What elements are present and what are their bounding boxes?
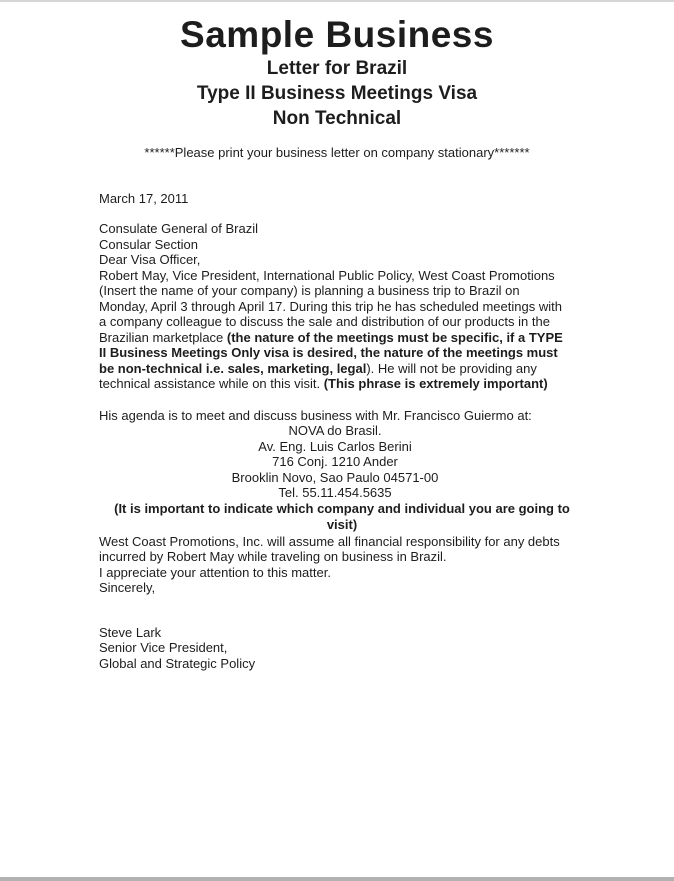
contact-phone: Tel. 55.11.454.5635: [278, 485, 392, 500]
contact-block: [99, 423, 571, 501]
stationery-instruction: ******Please print your business letter on company stationary*******: [144, 145, 530, 160]
signature-department: Global and Strategic Policy: [99, 655, 256, 671]
signoff: Sincerely,: [99, 580, 156, 595]
recipient-line2: Consular Section: [99, 236, 198, 252]
trip-paragraph-part1: Robert May, Vice President, International Public Policy, West Coast Promotions (Insert the name of your company) is planning a business trip to Brazil on Monday, April 3 through April 17. During this trip he has scheduled meetings with a company colleague to discuss the sale and distribution of our products in the Brazilian marketplace: [99, 267, 562, 345]
visit-importance-note: (It is important to indicate which company and individual you are going to visit): [114, 500, 570, 532]
contact-company: NOVA do Brasil.: [288, 423, 382, 438]
trip-paragraph-bold1: (the nature of the meetings must be specific, if a TYPE II Business Meetings Only visa is desired, the nature of the meetings must be non-technical i.e. sales, marketing, legal: [99, 329, 563, 376]
contact-city: Brooklin Novo, Sao Paulo 04571-00: [231, 469, 439, 485]
letter-title: Sample Business: [180, 14, 494, 55]
contact-street: Av. Eng. Luis Carlos Berini: [258, 438, 412, 454]
letter-body: [99, 191, 571, 672]
letter-subtitle-line2: Type II Business Meetings Visa: [196, 83, 478, 104]
trip-paragraph-part2: ). He will not be providing any technical assistance while on this visit.: [99, 360, 537, 391]
trip-paragraph-bold2: (This phrase is extremely important): [323, 376, 548, 391]
agenda-block: [99, 408, 571, 501]
agenda-intro: His agenda is to meet and discuss business with Mr. Francisco Guiermo at:: [99, 407, 532, 423]
letter-subtitle-line1: Letter for Brazil: [266, 58, 408, 79]
signature-block: [99, 625, 571, 672]
page-top-edge: [0, 0, 674, 2]
contact-suite: 716 Conj. 1210 Ander: [272, 454, 398, 469]
recipient-block: [99, 221, 571, 252]
financial-paragraph: West Coast Promotions, Inc. will assume all financial responsibility for any debts incurred by Robert May while traveling on business in Brazil.: [99, 533, 560, 564]
trip-paragraph: [99, 268, 571, 392]
signature-name: Steve Lark: [99, 624, 162, 640]
salutation: Dear Visa Officer,: [99, 252, 201, 267]
appreciation-line: I appreciate your attention to this matter.: [99, 564, 331, 580]
recipient-line1: Consulate General of Brazil: [99, 221, 258, 236]
signature-title: Senior Vice President,: [99, 640, 228, 655]
letter-subtitle-line3: Non Technical: [272, 108, 402, 129]
letter-header: [0, 0, 674, 161]
letter-date: March 17, 2011: [99, 190, 189, 206]
page-bottom-edge: [0, 877, 674, 881]
